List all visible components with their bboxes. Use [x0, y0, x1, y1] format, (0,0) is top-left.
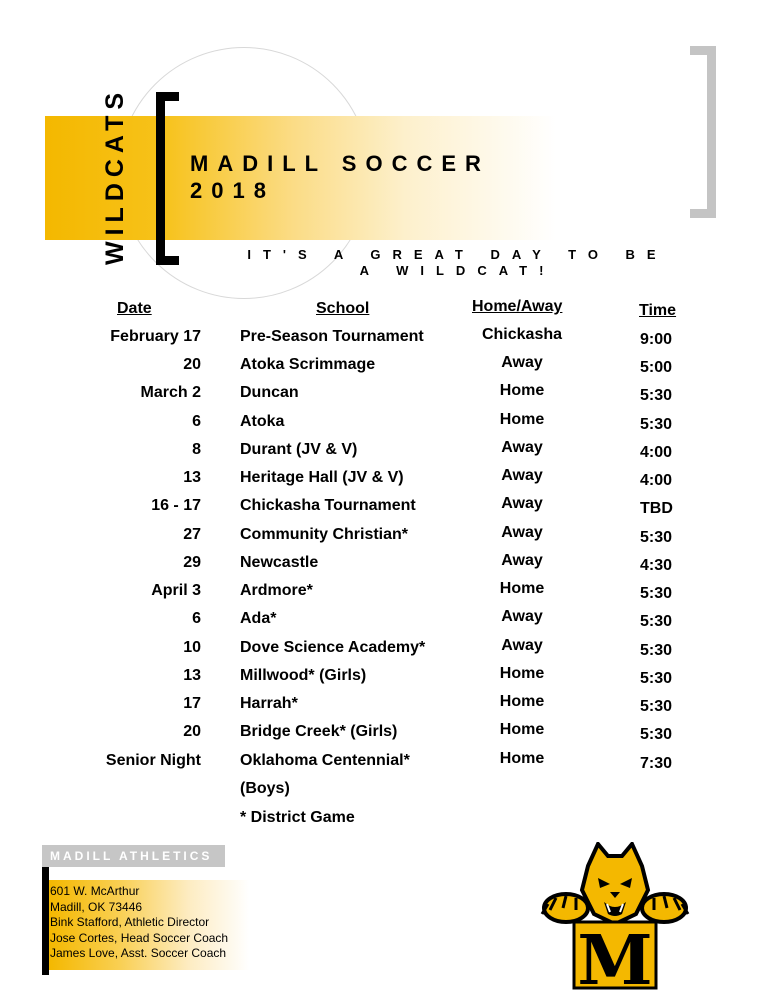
date-cell: Senior Night	[105, 752, 201, 769]
time-cell: 5:30	[640, 585, 673, 602]
table-row	[0, 526, 773, 554]
school-cell: Millwood* (Girls)	[240, 667, 367, 684]
column-header-time: Time	[639, 302, 677, 319]
time-cell: 5:30	[640, 613, 673, 630]
contact-assistant-coach: James Love, Asst. Soccer Coach	[50, 946, 227, 960]
wildcats-side-text: WILDCATS	[101, 86, 129, 265]
home-away-cell: Home	[499, 750, 545, 767]
date-cell: 20	[183, 723, 201, 740]
school-cell: Oklahoma Centennial*	[240, 752, 410, 769]
school-cell: Atoka Scrimmage	[240, 356, 376, 373]
time-cell: 4:30	[640, 557, 673, 574]
athletics-contact	[50, 884, 228, 962]
school-cell: Newcastle	[240, 554, 319, 571]
school-cell: Ada*	[240, 610, 277, 627]
home-away-cell: Away	[501, 467, 543, 484]
contact-city: Madill, OK 73446	[50, 899, 143, 914]
table-row-continuation	[0, 780, 773, 808]
home-away-cell: Home	[499, 580, 545, 597]
school-cell: Pre-Season Tournament	[240, 328, 424, 345]
table-row	[0, 384, 773, 412]
left-bracket	[156, 92, 179, 265]
time-cell: 7:30	[640, 755, 673, 772]
home-away-cell: Home	[499, 721, 545, 738]
school-cell: Atoka	[240, 413, 285, 430]
table-row	[0, 752, 773, 780]
home-away-cell: Home	[499, 382, 545, 399]
home-away-cell: Home	[499, 411, 545, 428]
column-header-date: Date	[117, 300, 152, 317]
home-away-cell: Away	[501, 354, 543, 371]
time-cell: 9:00	[640, 331, 673, 348]
title-line-1: MADILL SOCCER	[190, 151, 490, 176]
home-away-cell: Away	[501, 637, 543, 654]
contact-address: 601 W. McArthur	[50, 884, 140, 898]
contact-head-coach: Jose Cortes, Head Soccer Coach	[50, 930, 229, 945]
table-row	[0, 497, 773, 525]
home-away-cell: Away	[501, 439, 543, 456]
table-row	[0, 441, 773, 469]
date-cell: 16 - 17	[151, 497, 201, 514]
date-cell: 17	[183, 695, 201, 712]
school-cell: Community Christian*	[240, 526, 409, 543]
school-cell: Chickasha Tournament	[240, 497, 416, 514]
date-cell: 6	[192, 413, 201, 430]
table-row	[0, 610, 773, 638]
district-footnote: * District Game	[240, 809, 355, 826]
right-bracket	[690, 46, 716, 218]
table-row	[0, 356, 773, 384]
date-cell: February 17	[110, 328, 201, 345]
time-cell: 5:30	[640, 726, 673, 743]
time-cell: 5:30	[640, 416, 673, 433]
date-cell: 29	[183, 554, 201, 571]
table-row	[0, 639, 773, 667]
home-away-cell: Away	[501, 524, 543, 541]
school-cell-continuation: (Boys)	[240, 780, 290, 797]
home-away-cell: Away	[501, 552, 543, 569]
table-row	[0, 667, 773, 695]
date-cell: 13	[183, 469, 201, 486]
school-cell: Ardmore*	[240, 582, 313, 599]
school-cell: Harrah*	[240, 695, 298, 712]
column-header-school: School	[316, 300, 370, 317]
date-cell: April 3	[151, 582, 201, 599]
school-cell: Durant (JV & V)	[240, 441, 358, 458]
date-cell: March 2	[140, 384, 201, 401]
table-row	[0, 582, 773, 610]
table-row	[0, 328, 773, 356]
table-row	[0, 695, 773, 723]
home-away-cell: Away	[501, 495, 543, 512]
time-cell: 5:30	[640, 529, 673, 546]
column-header-home-away: Home/Away	[472, 298, 563, 315]
date-cell: 27	[183, 526, 201, 543]
time-cell: TBD	[640, 500, 673, 517]
time-cell: 5:30	[640, 387, 673, 404]
page-title	[190, 150, 490, 204]
time-cell: 5:30	[640, 670, 673, 687]
date-cell: 6	[192, 610, 201, 627]
tagline: IT'S A GREAT DAY TO BE A WILDCAT!	[247, 247, 668, 278]
home-away-cell: Home	[499, 693, 545, 710]
home-away-cell: Home	[499, 665, 545, 682]
date-cell: 8	[192, 441, 201, 458]
time-cell: 4:00	[640, 444, 673, 461]
table-row	[0, 413, 773, 441]
date-cell: 13	[183, 667, 201, 684]
table-row	[0, 469, 773, 497]
school-cell: Bridge Creek* (Girls)	[240, 723, 398, 740]
table-row	[0, 723, 773, 751]
time-cell: 5:00	[640, 359, 673, 376]
date-cell: 20	[183, 356, 201, 373]
date-cell: 10	[183, 639, 201, 656]
time-cell: 5:30	[640, 698, 673, 715]
time-cell: 5:30	[640, 642, 673, 659]
athletics-heading: MADILL ATHLETICS	[42, 845, 225, 867]
logo-letter: M	[577, 921, 653, 992]
title-line-2: 2018	[190, 178, 275, 203]
table-row	[0, 554, 773, 582]
wildcat-logo-icon	[540, 842, 690, 992]
contact-athletic-director: Bink Stafford, Athletic Director	[50, 915, 210, 929]
school-cell: Heritage Hall (JV & V)	[240, 469, 404, 486]
school-cell: Duncan	[240, 384, 299, 401]
school-cell: Dove Science Academy*	[240, 639, 426, 656]
home-away-cell: Away	[501, 608, 543, 625]
time-cell: 4:00	[640, 472, 673, 489]
home-away-cell: Chickasha	[481, 326, 563, 343]
